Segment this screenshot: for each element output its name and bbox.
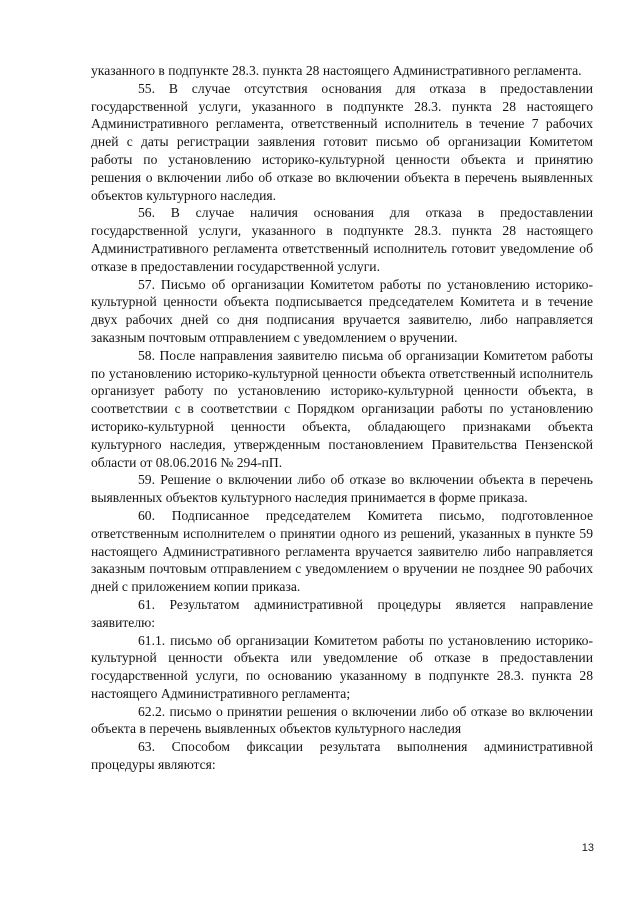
document-body xyxy=(91,62,593,774)
paragraph-56: 56. В случае наличия основания для отказа в предоставлении государственной услуги, указанного в подпункте 28.3. пункта 28 настоящего Административного регламента ответственный исполнитель готовит уведомление об отказе в предоставлении государственной услуги. xyxy=(91,205,593,274)
paragraph-61-1: 61.1. письмо об организации Комитетом работы по установлению историко-культурной ценности объекта или уведомление об отказе в предоставлении государственной услуги, по основанию указанному в подпункте 28.3. пункта 28 настоящего Административного регламента; xyxy=(91,632,593,701)
paragraph-60: 60. Подписанное председателем Комитета письмо, подготовленное ответственным исполнителем о принятии одного из решений, указанных в пункте 59 настоящего Административного регламента вручается заявителю либо направляется заказным почтовым отправлением с уведомлением о вручении не позднее 90 рабочих дней с приложением копии приказа. xyxy=(91,507,593,595)
paragraph-58: 58. После направления заявителю письма об организации Комитетом работы по установлению историко-культурной ценности объекта ответственный исполнитель организует работу по установлению историко-культурной ценности объекта, в соответствии с в соответствии с Порядком организации работы по установлению историко-культурной ценности объекта, обладающего признаками объекта культурного наследия, утвержденным постановлением Правительства Пензенской области от 08.06.2016 № 294-пП. xyxy=(91,347,593,470)
paragraph-63: 63. Способом фиксации результата выполнения административной процедуры являются: xyxy=(91,739,593,773)
paragraph-57: 57. Письмо об организации Комитетом работы по установлению историко-культурной ценности объекта подписывается председателем Комитета и в течение двух рабочих дней со дня подписания вручается заявителю, либо направляется заказным почтовым отправлением с уведомлением о вручении. xyxy=(91,276,593,345)
paragraph-59: 59. Решение о включении либо об отказе во включении объекта в перечень выявленных объектов культурного наследия принимается в форме приказа. xyxy=(91,472,593,506)
paragraph-61: 61. Результатом административной процедуры является направление заявителю: xyxy=(91,596,593,630)
paragraph-continuation: указанного в подпункте 28.3. пункта 28 настоящего Административного регламента. xyxy=(91,63,582,78)
paragraph-62-2: 62.2. письмо о принятии решения о включении либо об отказе во включении объекта в перечень выявленных объектов культурного наследия xyxy=(91,703,593,737)
page-number: 13 xyxy=(581,842,594,854)
paragraph-55: 55. В случае отсутствия основания для отказа в предоставлении государственной услуги, указанного в подпункте 28.3. пункта 28 настоящего Административного регламента, ответственный исполнитель в течение 7 рабочих дней с даты регистрации заявления готовит письмо об организации Комитетом работы по установлению историко-культурной ценности объекта и принятию решения о включении либо об отказе во включении объекта в перечень выявленных объектов культурного наследия. xyxy=(91,80,593,203)
